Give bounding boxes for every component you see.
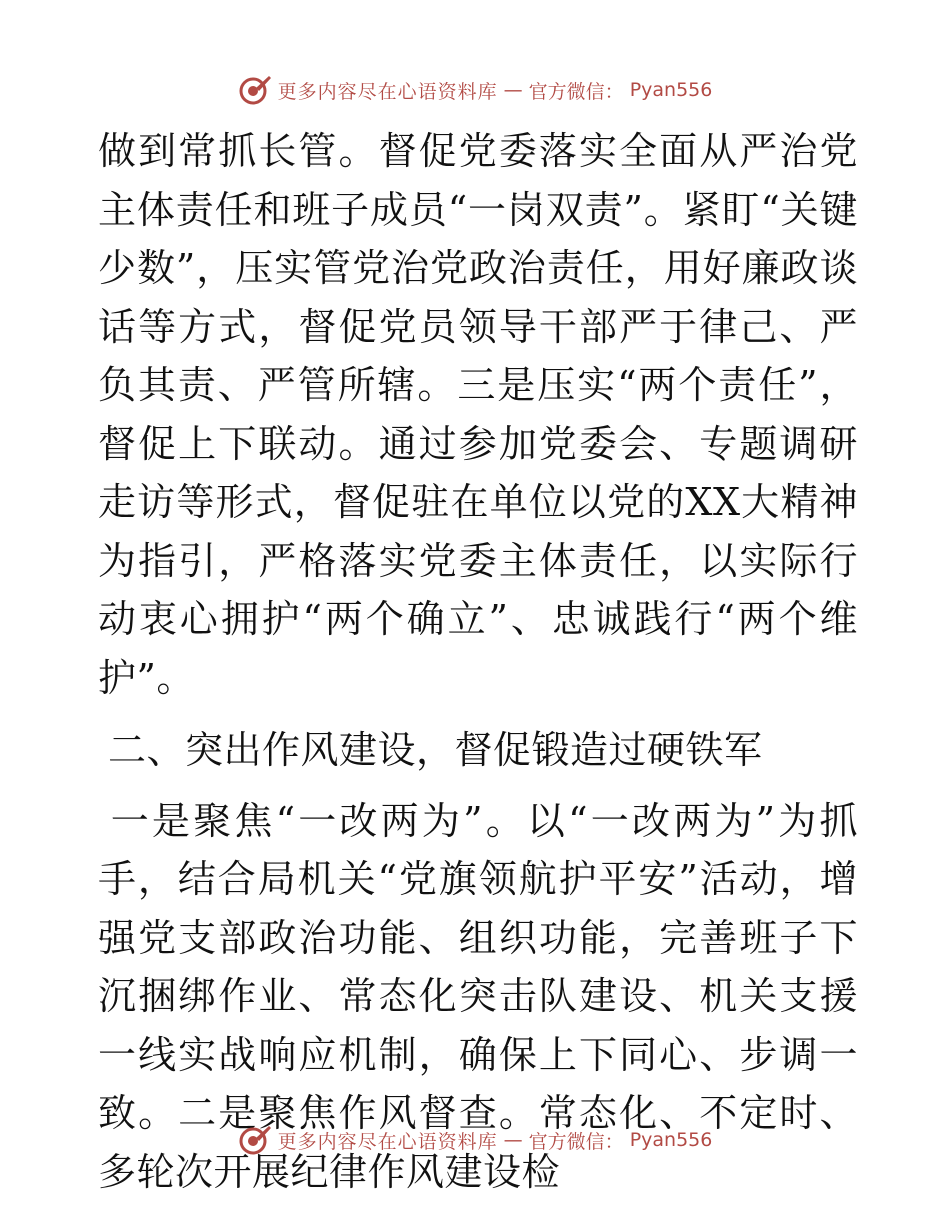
watermark-separator: — [503, 79, 523, 101]
pen-logo-icon [238, 73, 272, 107]
body-paragraph-2-text: 一是聚焦“一改两为”。以“一改两为”为抓手，结合局机关“党旗领航护平安”活动，增强党支部政治功能、组织功能，完善班子下沉捆绑作业、常态化突击队建设、机关支援一线实战响应机制，确保上下同心、步调一致。二是聚焦作风督查。常态化、不定时、多轮次开展纪律作风建设检 [98, 798, 858, 1194]
body-paragraph-1: 做到常抓长管。督促党委落实全面从严治党主体责任和班子成员“一岗双责”。紧盯“关键少数”，压实管党治党政治责任，用好廉政谈话等方式，督促党员领导干部严于律己、严负其责、严管所辖。三是压实“两个责任”，督促上下联动。通过参加党委会、专题调研走访等形式，督促驻在单位以党的XX大精神为指引，严格落实党委主体责任，以实际行动衷心拥护“两个确立”、忠诚践行“两个维护”。 [98, 129, 858, 700]
watermark-brand: 更多内容尽在心语资料库 [277, 1130, 498, 1153]
watermark-account: Pyan556 [629, 1129, 713, 1151]
watermark-contact-label: 官方微信： [528, 80, 624, 103]
watermark-brand: 更多内容尽在心语资料库 [277, 80, 498, 103]
watermark-banner-top [0, 70, 950, 110]
section-heading: 二、突出作风建设，督促锻造过硬铁军 [108, 728, 763, 772]
watermark-separator: — [503, 1129, 523, 1151]
pen-logo-icon [238, 1123, 272, 1157]
document-body [98, 122, 858, 1201]
watermark-contact-label: 官方微信： [528, 1130, 624, 1153]
watermark-banner-bottom [0, 1120, 950, 1160]
watermark-account: Pyan556 [629, 79, 713, 101]
